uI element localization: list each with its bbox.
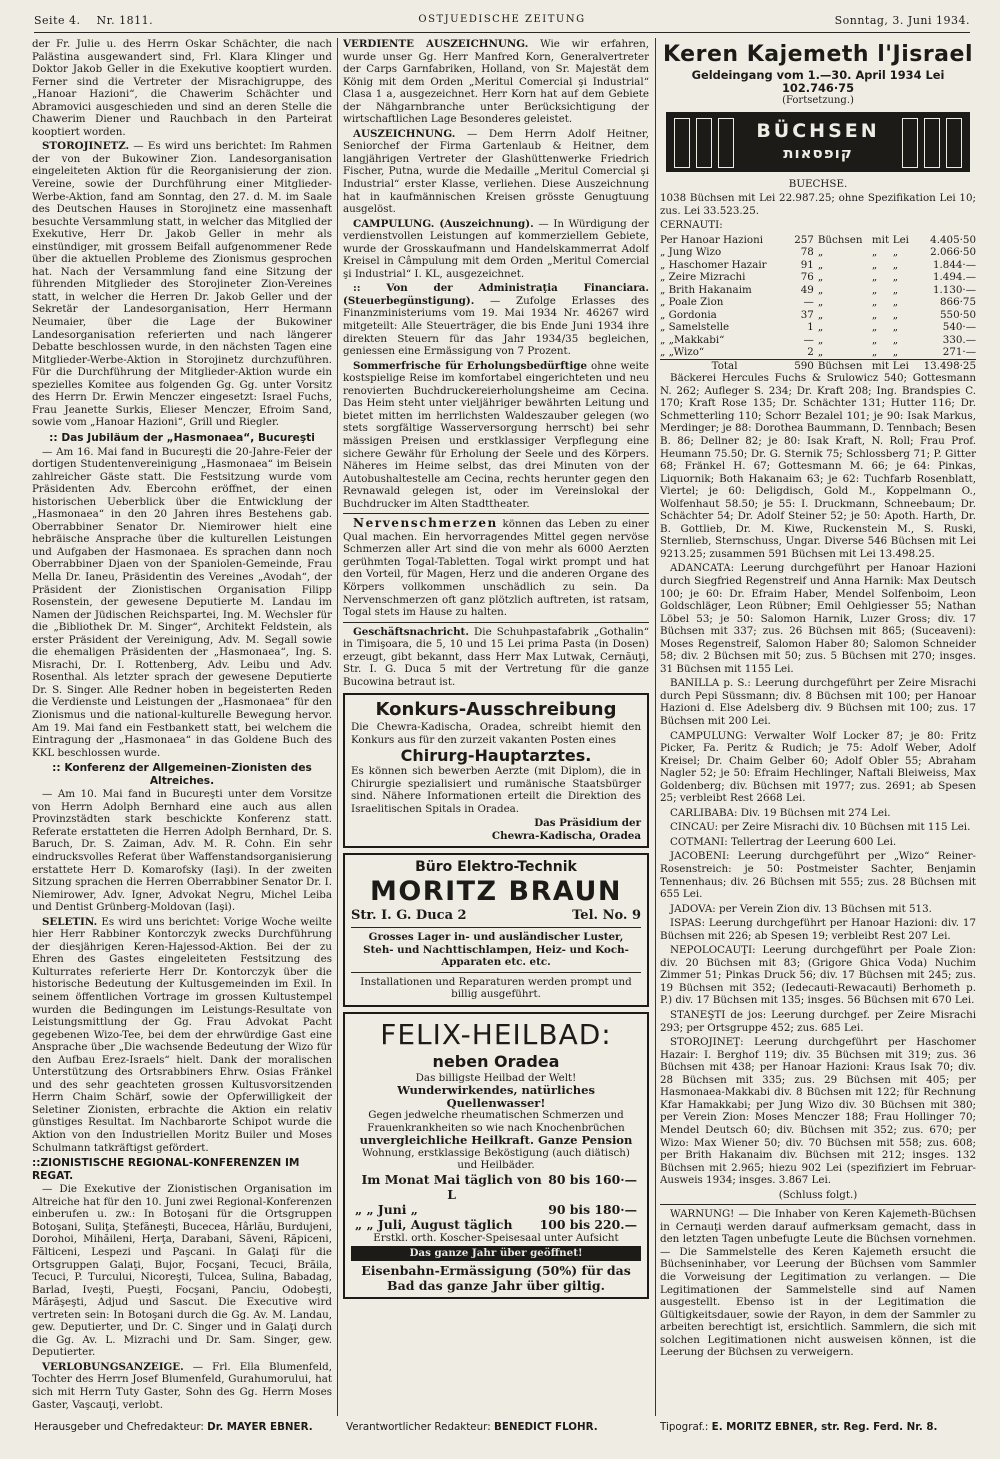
footer-name: Dr. MAYER EBNER.: [207, 1421, 313, 1433]
row-count: —: [803, 333, 814, 346]
table-row: [660, 234, 976, 247]
buechsen-banner: [666, 112, 970, 172]
ad-text: Installationen und Reparaturen werden prompt und billig ausgeführt.: [360, 975, 632, 1001]
row-mit: „: [871, 271, 878, 284]
total-unit: Büchsen: [818, 359, 872, 372]
row-amount: 271·—: [942, 346, 976, 359]
row-organization: „ Jung Wizo: [660, 246, 722, 259]
donor-list: CAMPULUNG: Verwalter Wolf Locker 87; je 80: Fritz Picker, Fa. Peritz & Rudich; je 75: Adolf Weber, Adolf Kreisel; Dr. Chaim Gelber 60; Adolf Obler 55; Abraham Nagler 52; je 50: Efraim Hechlinger, Naftali Bleiweiss, Max Goldenberg; div. Büchsen mit 1977; zus. 2691; ab Spesen 25; verbleibt Rest 2668 Lei.: [660, 729, 976, 805]
dateline: Nervenschmerzen: [353, 516, 498, 531]
ad-text: Erstkl. orth. Koscher-Speisesaal unter Aufsicht: [373, 1231, 619, 1244]
row-lei-label: „: [892, 321, 899, 334]
article-text: — Am 16. Mai fand in Bucureşti die 20-Jahre-Feier der dortigen Studentenvereinigung „Hasmonaea“ im Beisein zahlreicher Gäste statt. Die Festsitzung wurde vom Präsidenten Adv. Ebercohn eröffnet, der einen historischen Ueberblick über die Entwicklung der „Hasmonaea“ in den 20 Jahren ihres Bestehens gab. Oberrabbiner Senator Dr. Niemirower hielt eine hebräische Ansprache über die kulturellen Leistungen und Aufgaben der Hasmonaea. Es sprachen dann noch Oberrabbiner Djaen von der Spaniolen-Gemeinde, Frau Mella Dr. Ianeu, Präsidentin des Vereines „Avodah“, der Präsident der Zionistischen Organisation Filipp Rosenstein, der gewesene Deputierte M. Landau im Namen der Jüdischen Reichspartei, Ing. M. Wechsler für die „Bibliothek Dr. M. Singer“, Architekt Feldstein, als erster Präsident der Vereinigung, Adv. M. Segall sowie die ehemaligen Präsidenten der „Hasmonaea“, Ing. S. Misrachi, Dr. I. Rottenberg, Adv. Leibu und Adv. Rosenthal. Als letzter sprach der gewesene Deputierte Dr. S. Singer. Alle Redner hoben in begeisterten Reden die Verdienste und Leistungen der „Hasmonaea“ für den Zionismus und die national-kulturelle Bewegung hervor. Am 19. Mai fand ein Festbankett statt, bei welchem die Eintragung der „Hasmonaea“ in das Goldene Buch des KKL beschlossen wurde.: [32, 445, 332, 759]
row-lei-label: „: [892, 246, 899, 259]
divider: [343, 513, 649, 514]
banner-ornament: [674, 118, 690, 168]
row-lei-label: „: [892, 283, 899, 296]
article-seletin: [32, 916, 332, 1154]
article-verlobung: [32, 1361, 332, 1411]
ad-text: Die Chewra-Kadischa, Oradea, schreibt hiemit den Konkurs aus für den zurzeit vakanten Posten eines: [351, 721, 641, 746]
article-text: — Zufolge Erlasses des Finanzministeriums vom 19. Mai 1934 Nr. 46267 wird mitgeteilt: Alle Steuerträger, die bis Ende Juni 1934 ihre direkten Steuern für das Jahr 1934/35 begleichen, geniessen eine Ermässigung von 7 Prozent.: [343, 294, 649, 358]
row-lei-label: „: [892, 296, 899, 309]
banner-ornament: [718, 118, 734, 168]
row-mit: mit: [871, 233, 890, 246]
ad-text: unvergleichliche Heilkraft. Ganze Pension: [359, 1133, 633, 1148]
section-subtitle: Geldeingang vom 1.—30. April 1934 Lei 102.746·75: [691, 68, 945, 95]
column-3: [660, 38, 976, 1412]
article-text: — Am 10. Mai fand in Bucureşti unter dem Vorsitze von Herrn Adolph Bernhard eine auch aus allen Provinzstädten stark beschickte Konferenz statt. Referate erstatteten die Herren Adolph Bernhard, Dr. S. Baruch, Dr. S. Zaiman, Adv. M. R. Cohn. Ein sehr eindrucksvolles Referat über Waffenstandsorganisierung erstattete Herr D. Komarofsky (Iaşi). In der zweiten Sitzung sprachen die Herren Oberrabbiner Senator Dr. I. Niemirower, Adv. Igner, Advokat Negru, Michel Leiba und Dentist Grünberg-Moldovan (Iaşi).: [32, 788, 332, 914]
ad-address: Str. I. G. Duca 2: [351, 908, 467, 924]
donor-list: JADOVA: per Verein Zion div. 13 Büchsen mit 513.: [670, 902, 932, 915]
price-label: „ „ Juni „: [355, 1201, 418, 1217]
summary-text: 1038 Büchsen mit Lei 22.987.25; ohne Spezifikation Lei 10; zus. Lei 33.523.25.: [660, 192, 976, 217]
row-count: —: [803, 296, 814, 309]
ad-text: Grosses Lager in- und ausländischer Luster,: [368, 931, 624, 944]
donor-list: NEPOLOCAUŢI: Leerung durchgeführt per Poale Zion: div. 20 Büchsen mit 83; (Grigore Ghica Voda) Nuchim Zimmer 51; Pinkas Druck 56; div. 17 Büchsen mit 245; zus. 19 Büchsen mit 352; (Iedecauti-Rewacauti) Berhometh p. P.) div. 17 Büchsen mit 135; insges. 56 Büchsen mit 670 Lei.: [660, 944, 976, 1007]
ad-title: Konkurs-Ausschreibung: [375, 699, 617, 721]
row-lei-label: „: [892, 258, 899, 271]
row-amount: 1.130·—: [932, 283, 976, 296]
article-storojinetz: [32, 140, 332, 429]
row-unit: „: [817, 321, 824, 334]
subsection-title: BUECHSE.: [788, 177, 848, 190]
banner-title: BÜCHSEN: [756, 119, 880, 142]
price-row: [351, 1172, 641, 1202]
article-campulung: [343, 218, 649, 281]
banner-hebrew: קופסאות: [783, 143, 853, 162]
row-unit: „: [817, 283, 824, 296]
row-amount: 4.405·50: [930, 233, 976, 246]
dateline: SELETIN.: [42, 915, 98, 928]
article-verdiente: [343, 38, 649, 126]
row-mit: „: [871, 308, 878, 321]
row-organization: „ Samelstelle: [660, 321, 730, 334]
footer-label: Verantwortlicher Redakteur:: [346, 1421, 491, 1433]
article-text: — Die Exekutive der Zionistischen Organisation im Altreiche hat für den 10. Juni zwei Regional-Konferenzen einberufen u. zw.: In Botoşani für die Ortsgruppen Botoşani, Suliţa, Ştefăneşti, Bucecea, Hârlău, Burdujeni, Dorohoi, Mihăileni, Herţa, Darabani, Săveni, Răpiceni, Fălticeni, Lespezi und Paşcani. In Galaţi für die Ortsgruppen Galaţi, Bujor, Focşani, Tecuci, Brăila, Tecuci, P. Turcului, Nicoreşti, Tulcea, Sulina, Babadag, Barlad, Iveşti, Pueşti, Focşani, Panciu, Odobeşti, Mărăşeşti, Adjud und Sascut. Die Executive wird vertreten sein: In Botoşani durch die Gg. Av. M. Landau, gew. Deputierter, und Dr. C. Singer und in Galaţi durch die Gg. Av. L. Mizrachi und Dr. Sam. Singer, gew. Deputierter.: [32, 1183, 332, 1359]
ad-konkurs: [343, 693, 649, 848]
row-amount: 866·75: [939, 296, 976, 309]
ad-title: FELIX-HEILBAD:: [380, 1017, 612, 1051]
divider: [351, 972, 641, 973]
article-text: der Fr. Julie u. des Herrn Oskar Schächter, die nach Palästina ausgewandert sind, Frl. Klara Klinger und Doktor Jakob Geller in die Exekutive kooptiert wurden. Ferner sind die Vertreter der Misrachigruppe, des „Hanoar Hazioni“, die Chawerim Schächter und Abramovici ausgeschieden und sind an deren Stelle die Chawerim Diener und Rauchbach in den Parteirat kooptiert worden.: [32, 38, 332, 138]
article-auszeichnung: [343, 128, 649, 216]
divider: [660, 1204, 976, 1205]
ad-togal: [343, 517, 649, 618]
price-row: [351, 1217, 641, 1232]
dateline: :: Von der Administraţia Financiara. (Steuerbegünstigung).: [343, 282, 649, 307]
row-count: 1: [807, 321, 814, 334]
issue-number: Nr. 1811.: [96, 14, 154, 27]
row-count: 78: [800, 246, 814, 259]
dateline: STOROJINETZ.: [42, 140, 130, 153]
row-organization: „ „Makkabi“: [660, 333, 725, 346]
price-value: 90 bis 180·—: [548, 1201, 637, 1217]
donations-table: [660, 234, 976, 373]
row-amount: 2.066·50: [930, 246, 976, 259]
total-mit: mit: [872, 359, 893, 372]
footer-editor: [346, 1421, 598, 1433]
column-divider: [337, 38, 338, 1416]
donor-list: ADANCATA: Leerung durchgeführt per Hanoar Hazioni durch Siegfried Regenstreif und Anna Harnik: Max Deutsch 100; je 60: Dr. Efraim Haber, Mendel Solfenboim, Leon Goldschläger, Leon Rübner; Emil Oehlgiesser 55; Nathan Löbel 53; je 50: Salomon Harnik, Luzer Gross; div. 17 Büchsen mit 337; zus. 26 Büchsen mit 865; (Suceaveni): Moses Regenstreif, Salomon Haber 80; Salomon Schneider 58; div. 2 Büchsen mit 50; zus. 5 Büchsen mit 270; insges. 31 Büchsen mit 1155 Lei.: [660, 562, 976, 675]
table-row: [660, 271, 976, 284]
table-total-row: [660, 359, 976, 372]
newspaper-name: OSTJUEDISCHE ZEITUNG: [418, 14, 586, 25]
ad-signature: Chewra-Kadischa, Oradea: [491, 829, 641, 842]
article-text: Es wird uns berichtet: Vorige Woche weilte hier Herr Rabbiner Kontorczyk zwecks Durchführung der diesjährigen Keren-Hajessod-Aktion. Bei der zu Ehren des Gastes eingeleiteten Festsitzung des Kulturrates referierte Herr Dr. Kontorczyk über die historische Bedeutung der Kultusgemeinden im Exil. In seinem öffentlichen Vortrage im grossen Kultustempel wurden die Bedingungen im Leistungs-Resultate von Leistungsmittlung der Gg. Frau Advokat Pacht gegebenen Wizo-Tee, bei dem der ehrwürdige Gast eine Ansprache über „Die wachsende Bedeutung der Wizo für den Aufbau Erez-Israels“ hielt. Dank der moralischen Unterstützung des Ortsrabbiners Ehrw. Osias Fränkel und des sehr geachteten grossen Kultusvorsitzenden Herrn Chaim Schärf, sowie der Opferwilligkeit der Seletiner Zionisten, erbrachte die Aktion ein relativ günstiges Resultat. Im Nachbarorte Schipot wurde die Aktion von den Industriellen Moritz Builer und Moses Schulmann tatkräftigst gefördert.: [32, 915, 332, 1154]
column-1: [32, 38, 332, 1412]
ad-kicker: Büro Elektro-Technik: [415, 859, 577, 876]
donor-list: ISPAS: Leerung durchgeführt per Hanoar Hazioni: div. 17 Büchsen mit 226; ab Spesen 19; verbleibt Rest 207 Lei.: [660, 917, 976, 942]
table-row: [660, 321, 976, 334]
price-value: 100 bis 220.—: [539, 1216, 637, 1232]
continuation-note: (Fortsetzung.): [782, 95, 854, 106]
donor-list: BANILLA p. S.: Leerung durchgeführt per Zeire Misrachi durch Pepi Süssmann; div. 8 Büchsen mit 100; per Hanoar Hazioni d. Else Adelsberg div. 9 Büchsen mit 100; zus. 17 Büchsen mit 200 Lei.: [660, 677, 976, 727]
article-text: — In Würdigung der verdienstvollen Leistungen auf kommerziellem Gebiete, wurde der Grosskaufmann und Handelskammerrat Adolf Kreisel in Câmpulung mit dem Orden „Meritul Comercial şi Industrial“ I. KL, ausgezeichnet.: [343, 217, 649, 280]
ad-address-row: [351, 908, 641, 924]
banner-ornament: [902, 118, 918, 168]
ad-signature: Das Präsidium der: [534, 817, 641, 830]
ad-text: Es können sich bewerben Aerzte (mit Diplom), die in Chirurgie spezialisiert und rumänische Staatsbürger sind. Nähere Informationen erteilt die Direktion des Israelitischen Spitals in Oradea.: [351, 765, 641, 815]
ad-text: Eisenbahn-Ermässigung (50%) für das Bad das ganze Jahr über giltig.: [361, 1262, 631, 1293]
article-text: Wie wir erfahren, wurde unser Gg. Herr Manfred Korn, Generalvertreter der Carps Garnfabriken, Holland, von Sr. Majestät dem König mit dem Orden „Meritul Comercial şi Industrial“ Clasa 1 a, ausgezeichnet. Herr Korn hat auf dem Gebiete der Nähgarnbranche unter Berücksichtigung der wirtschaftlichen Lage Besonderes geleistet.: [343, 38, 649, 126]
row-unit: Büchsen: [817, 233, 863, 246]
divider: [351, 927, 641, 928]
total-amount: 13.498·25: [912, 359, 976, 372]
row-count: 91: [800, 258, 814, 271]
dateline: VERDIENTE AUSZEICHNUNG.: [343, 38, 529, 50]
article-text: — Dem Herrn Adolf Heitner, Seniorchef der Firma Gartenlaub & Heitner, dem langjährigen Vertreter der Glashüttenwerke Friedrich Fischer, Putna, wurde die Medaille „Meritul Comercial şi Industrial“ erster Klasse, verliehen. Diese Auszeichnung hat in kaufmännischen Kreisen grösste Genugtuung ausgelöst.: [343, 127, 649, 216]
city-heading: CERNAUTI:: [660, 219, 723, 232]
donor-list: STANEŞTI de jos: Leerung durchgef. per Zeire Misrachi 293; per Ortsgruppe 452; zus. 685 Lei.: [660, 1009, 976, 1034]
to-be-continued: (Schluss folgt.): [778, 1188, 858, 1201]
footer-label: Herausgeber und Chefredakteur:: [34, 1421, 204, 1433]
ad-text: Wunderwirkendes, natürliches Quellenwasser!: [397, 1083, 595, 1110]
price-label: „ „ Juli, August täglich: [355, 1216, 513, 1232]
article-sommerfrische: [343, 360, 649, 511]
ad-moritz-braun: [343, 853, 649, 1007]
dateline: AUSZEICHNUNG.: [353, 127, 456, 140]
row-organization: „ Brith Hakanaim: [660, 283, 752, 296]
total-count: 590: [789, 359, 818, 372]
row-organization: „ Zeire Mizrachi: [660, 271, 746, 284]
row-amount: 330.—: [942, 333, 976, 346]
row-unit: „: [817, 271, 824, 284]
donor-list: JACOBENI: Leerung durchgeführt per „Wizo“ Reiner-Rosenstreich: je 50: Postmeister Sachter, Benjamin Tennenhaus; div. 26 Büchsen mit 555; zus. 28 Büchsen mit 655 Lei.: [660, 850, 976, 901]
row-count: 49: [800, 283, 814, 296]
article-text: Die Schuhpastafabrik „Gothalin“ in Timişoara, die 5, 10 und 15 Lei prima Pasta (in Dosen) erzeugt, gibt bekannt, dass Herr Max Lutwak, Cernăuţi, Str. I. G. Duca 5 mit der Vertretung für die ganze Bucowina betraut ist.: [343, 625, 649, 688]
section-title: Keren Kajemeth l'Jisrael: [663, 42, 973, 67]
row-mit: „: [871, 246, 878, 259]
dateline: Geschäftsnachricht.: [353, 625, 469, 638]
total-lei: Lei: [893, 359, 913, 372]
table-row: [660, 309, 976, 322]
row-mit: „: [871, 283, 878, 296]
article-geschaeft: [343, 626, 649, 689]
warning-notice: WARNUNG! — Die Inhaber von Keren Kajemeth-Büchsen in Cernauţi werden darauf aufmerksam gemacht, dass in den letzten Tagen unbefugte Leute die Büchsen vornehmen. — Die Sammelstelle des Keren Kajemeth ersucht die Büchseninhaber, vor Leerung der Büchsen vom Sammler die Vorweisung der Legitimation zu verlangen. — Die Legitimationen der Sammelstelle sind auf Namen ausgestellt. Ebenso ist in der Legitimation die Gültigkeitsdauer, sowie der Rayon, in dem der Sammler zu arbeiten berechtigt ist, ersichtlich. Sammlern, die sich mit solchen Legitimationen nicht ausweisen können, ist die Leerung der Büchsen zu verweigern.: [660, 1208, 976, 1359]
ad-position: Chirurg-Hauptarztes.: [400, 746, 592, 766]
row-organization: „ Poale Zion: [660, 296, 724, 309]
page-header: [34, 10, 970, 33]
dateline: VERLOBUNGSANZEIGE.: [42, 1360, 184, 1373]
total-label: Total: [660, 359, 789, 372]
ad-band: Das ganze Jahr über geöffnet!: [351, 1246, 641, 1261]
headline-regional: ::ZIONISTISCHE REGIONAL-KONFERENZEN IM REGAT.: [32, 1157, 300, 1182]
row-unit: „: [817, 308, 824, 321]
footer-publisher: [34, 1421, 313, 1433]
footer-label: Tipograf.:: [660, 1421, 709, 1433]
row-unit: „: [817, 258, 824, 271]
row-unit: „: [817, 346, 824, 359]
row-organization: „ Gordonia: [660, 308, 717, 321]
banner-ornament: [924, 118, 940, 168]
article-text: können das Leben zu einer Qual machen. Ein hervorragendes Mittel gegen nervöse Schmerzen aller Art sind die von mehr als 6000 Aerzten gerühmten Togal-Tabletten. Togal wirkt prompt und hat den Vorteil, für Magen, Herz und die anderen Organe des Körpers vollkommen unschädlich zu sein. Da Nervenschmerzen oft ganz plötzlich auftreten, ist ratsam, Togal stets im Hause zu halten.: [343, 518, 649, 619]
article-text: ohne weite kostspielige Reise im komfortabel eingerichteten und neu renovierten Buchdruckereierholungsheime am Cecina. Das Heim steht unter vieljähriger bewährten Leitung und bietet mitten im herrlichsten Waldeszauber gelegen (wo stets sorgfältige Wasserversorgung herrscht) bei sehr mässigen Preisen und erstklassiger Verpflegung eine sichere Gewähr für Erholung der Seele und des Körpers. Näheres im Heime selbst, das drei Minuten von der Autobushaltestelle am Cecina, rechts herunter gegen den Revnawald gelegen ist, oder im Vereinslokal der Buchdrucker im Alten Stadttheater.: [343, 359, 649, 510]
table-row: [660, 284, 976, 297]
donor-list: Bäckerei Hercules Fuchs & Srulowicz 540; Gottesmann N. 262; Aufleger S. 234; Dr. Kraft 208; Ing. Brandspies C. 170; Kraft Rose 135; Dr. Schächter 131; Hutter 116; Dr. Schmetterling 110; Schorr Bezalel 101; je 90: Isak Markus, Merdinger; je 88: Dorothea Baummann, D. Tennbach; Besen B. 86; Dellner 82; je 80: Isak Kraft, N. Roll; Frau Prof. Heumann 75.50; Dr. G. Sternik 75; Schlossberg 71; P. Gitter 68; Fränkel H. 67; Gottesmann M. 66; je 64: Pinkas, Liquornik; Both Hakanaim 63; je 62: Tuchfarb Rosenblatt, Viertel; je 60: Deligdisch, Gold M., Koppelmann O., Wolfenhaut 58.50; je 55: I. Druckmann, Schneebaum; Dr. Schächter 54; Dr. Adolf Steiner 52; je 50: Apoth. Harth, Dr. B. Gottlieb, Dr. M. Kiwe, Ruckenstein M., S. Ruski, Sternlieb, Sternschuss, Ungar. Diverse 546 Büchsen mit Lei 9213.25; zusammen 591 Büchsen mit Lei 13.498.25.: [660, 372, 976, 560]
row-organization: „ „Wizo“: [660, 346, 705, 359]
row-amount: 550·50: [939, 308, 976, 321]
table-row: [660, 334, 976, 347]
footer-printer: [660, 1421, 937, 1433]
price-value: 80 bis 160·—: [548, 1171, 638, 1187]
row-count: 37: [800, 308, 814, 321]
ad-location: neben Oradea: [432, 1051, 560, 1071]
ad-phone: Tel. No. 9: [572, 908, 641, 924]
ad-text: Gegen jedwelche rheumatischen Schmerzen und Frauenkrankheiten so wie nach Knochenbrüchen: [367, 1109, 625, 1134]
footer-name: E. MORITZ EBNER, str. Reg. Ferd. Nr. 8.: [711, 1421, 938, 1433]
row-unit: „: [817, 246, 824, 259]
ad-felix-heilbad: [343, 1012, 649, 1299]
headline-hasmonaea: :: Das Jubiläum der „Hasmonaea“, Bucureşti: [49, 431, 315, 444]
article-text: — Frl. Ella Blumenfeld, Tochter des Herrn Josef Blumenfeld, Gurahumorului, hat sich mit Herrn Tuty Gaster, Sohn des Gg. Herrn Moses Gaster, Vaşcauţi, verlobt.: [32, 1360, 332, 1411]
article-administratia: [343, 282, 649, 357]
ad-title: MORITZ BRAUN: [369, 876, 622, 908]
row-mit: „: [871, 321, 878, 334]
column-2: [343, 38, 649, 1412]
row-unit: „: [817, 333, 824, 346]
row-lei-label: „: [892, 333, 899, 346]
dateline: Sommerfrische für Erholungsbedürftige: [353, 359, 588, 372]
row-mit: „: [871, 296, 878, 309]
donor-list: CINCAU: per Zeire Misrachi div. 10 Büchsen mit 115 Lei.: [670, 821, 971, 834]
donor-list: STOROJINEŢ: Leerung durchgeführt per Haschomer Hazair: I. Berghof 119; div. 35 Büchsen mit 319; zus. 36 Büchsen mit 438; per Hanoar Hazioni: Kraus Isak 70; div. 28 Büchsen mit 335; zus. 29 Büchsen mit 405; per Hasmonaea-Makkabi div. 8 Büchsen mit 122; für Rechnung Kfar Hamakkabi; per Jung Wizo div. 30 Büchsen mit 380; per Verein Zion: Moses Menczer 188; Frau Hollinger 70; Mendel Deutsch 60; div. Büchsen mit 352; zus. 670; per Wizo: Max Wiener 50; div. 70 Büchsen mit 558; zus. 608; per Brith Hakanaim div. Büchsen mit 212; insges. 132 Büchsen mit 2.965; hiezu 902 Lei (spezifiziert im Februar-Ausweis 1934; insges. 3.867 Lei.: [660, 1036, 976, 1187]
table-row: [660, 346, 976, 359]
row-lei-label: „: [892, 346, 899, 359]
page-label: Seite 4.: [34, 14, 81, 27]
banner-text: [750, 120, 885, 164]
row-amount: 1.844·—: [932, 258, 976, 271]
banner-ornament: [946, 118, 962, 168]
row-count: 2: [807, 346, 814, 359]
table-row: [660, 296, 976, 309]
banner-ornament: [696, 118, 712, 168]
price-label: Im Monat Mai täglich von L: [361, 1171, 542, 1202]
footer-name: BENEDICT FLOHR.: [493, 1421, 598, 1433]
article-text: — Es wird uns berichtet: Im Rahmen der von der Bukowiner Zion. Landesorganisation eingeleiteten Aktion für die Reorganisierung der zion. Vereine, sowie der Durchführung einer Mitglieder-Werbe-Aktion, fand am Sonntag, den 27. d. M. im Saale des Deutschen Hauses in Storojinetz eine massenhaft besuchte Versammlung statt, in welcher das Mitglied der Exekutive, Herr Dr. Jakob Geller in mehr als einstündiger, mit grossem Beifall aufgenommener Rede über die aktuellen Probleme des Zionismus gesprochen hat. Nach der Versammlung fand eine Sitzung der führenden Mitglieder des Storojineter Zion-Vereines statt, in welcher die Herren Dr. Jakob Geller und der Sekretär der Landesorganisation, Herr Hermann Neumaier, über die Lage der Bukowiner Landesorganisation referierten und nach längerer Debatte beschlossen wurde, in den nächsten Tagen eine Mitglieder-Werbe-Aktion in Storojinetz durchzuführen. Für die Durchführung der Mitglieder-Aktion wurde ein spezielles Komitee aus folgenden Gg. Gg. unter Vorsitz des Herrn Dr. Erwin Menczer eingesetzt: Israel Fuchs, Frau Jeanette Surkis, Elieser Menczer, Efroim Sand, sowie vom „Hanoar Hazioni“, Grill und Riegler.: [32, 140, 332, 429]
row-count: 257: [794, 233, 814, 246]
price-row: [351, 1202, 641, 1217]
row-mit: „: [871, 346, 878, 359]
column-divider: [655, 38, 656, 1416]
row-organization: Per Hanoar Hazioni: [660, 233, 763, 246]
issue-date: Sonntag, 3. Juni 1934.: [834, 14, 970, 27]
row-mit: „: [871, 258, 878, 271]
row-amount: 1.494.—: [932, 271, 976, 284]
ad-text: Steh- und Nachttischlampen, Heiz- und Koch-Apparaten etc. etc.: [363, 943, 629, 969]
row-organization: „ Haschomer Hazair: [660, 258, 767, 271]
row-lei-label: „: [892, 271, 899, 284]
dateline: CAMPULUNG. (Auszeichnung).: [353, 217, 534, 230]
table-row: [660, 259, 976, 272]
row-mit: „: [871, 333, 878, 346]
row-lei-label: Lei: [892, 233, 909, 246]
donor-list: COTMANI: Tellertrag der Leerung 600 Lei.: [670, 835, 897, 848]
row-amount: 540·—: [942, 321, 976, 334]
table-row: [660, 246, 976, 259]
headline-konferenz: :: Konferenz der Allgemeinen-Zionisten des Altreiches.: [52, 762, 312, 787]
row-unit: „: [817, 296, 824, 309]
donor-list: CARLIBABA: Div. 19 Büchsen mit 274 Lei.: [670, 806, 891, 819]
ad-text: Wohnung, erstklassige Beköstigung (auch diätisch) und Heilbäder.: [362, 1146, 630, 1172]
row-lei-label: „: [892, 308, 899, 321]
ad-text: Das billigste Heilbad der Welt!: [415, 1071, 577, 1084]
row-count: 76: [800, 271, 814, 284]
divider: [343, 622, 649, 623]
